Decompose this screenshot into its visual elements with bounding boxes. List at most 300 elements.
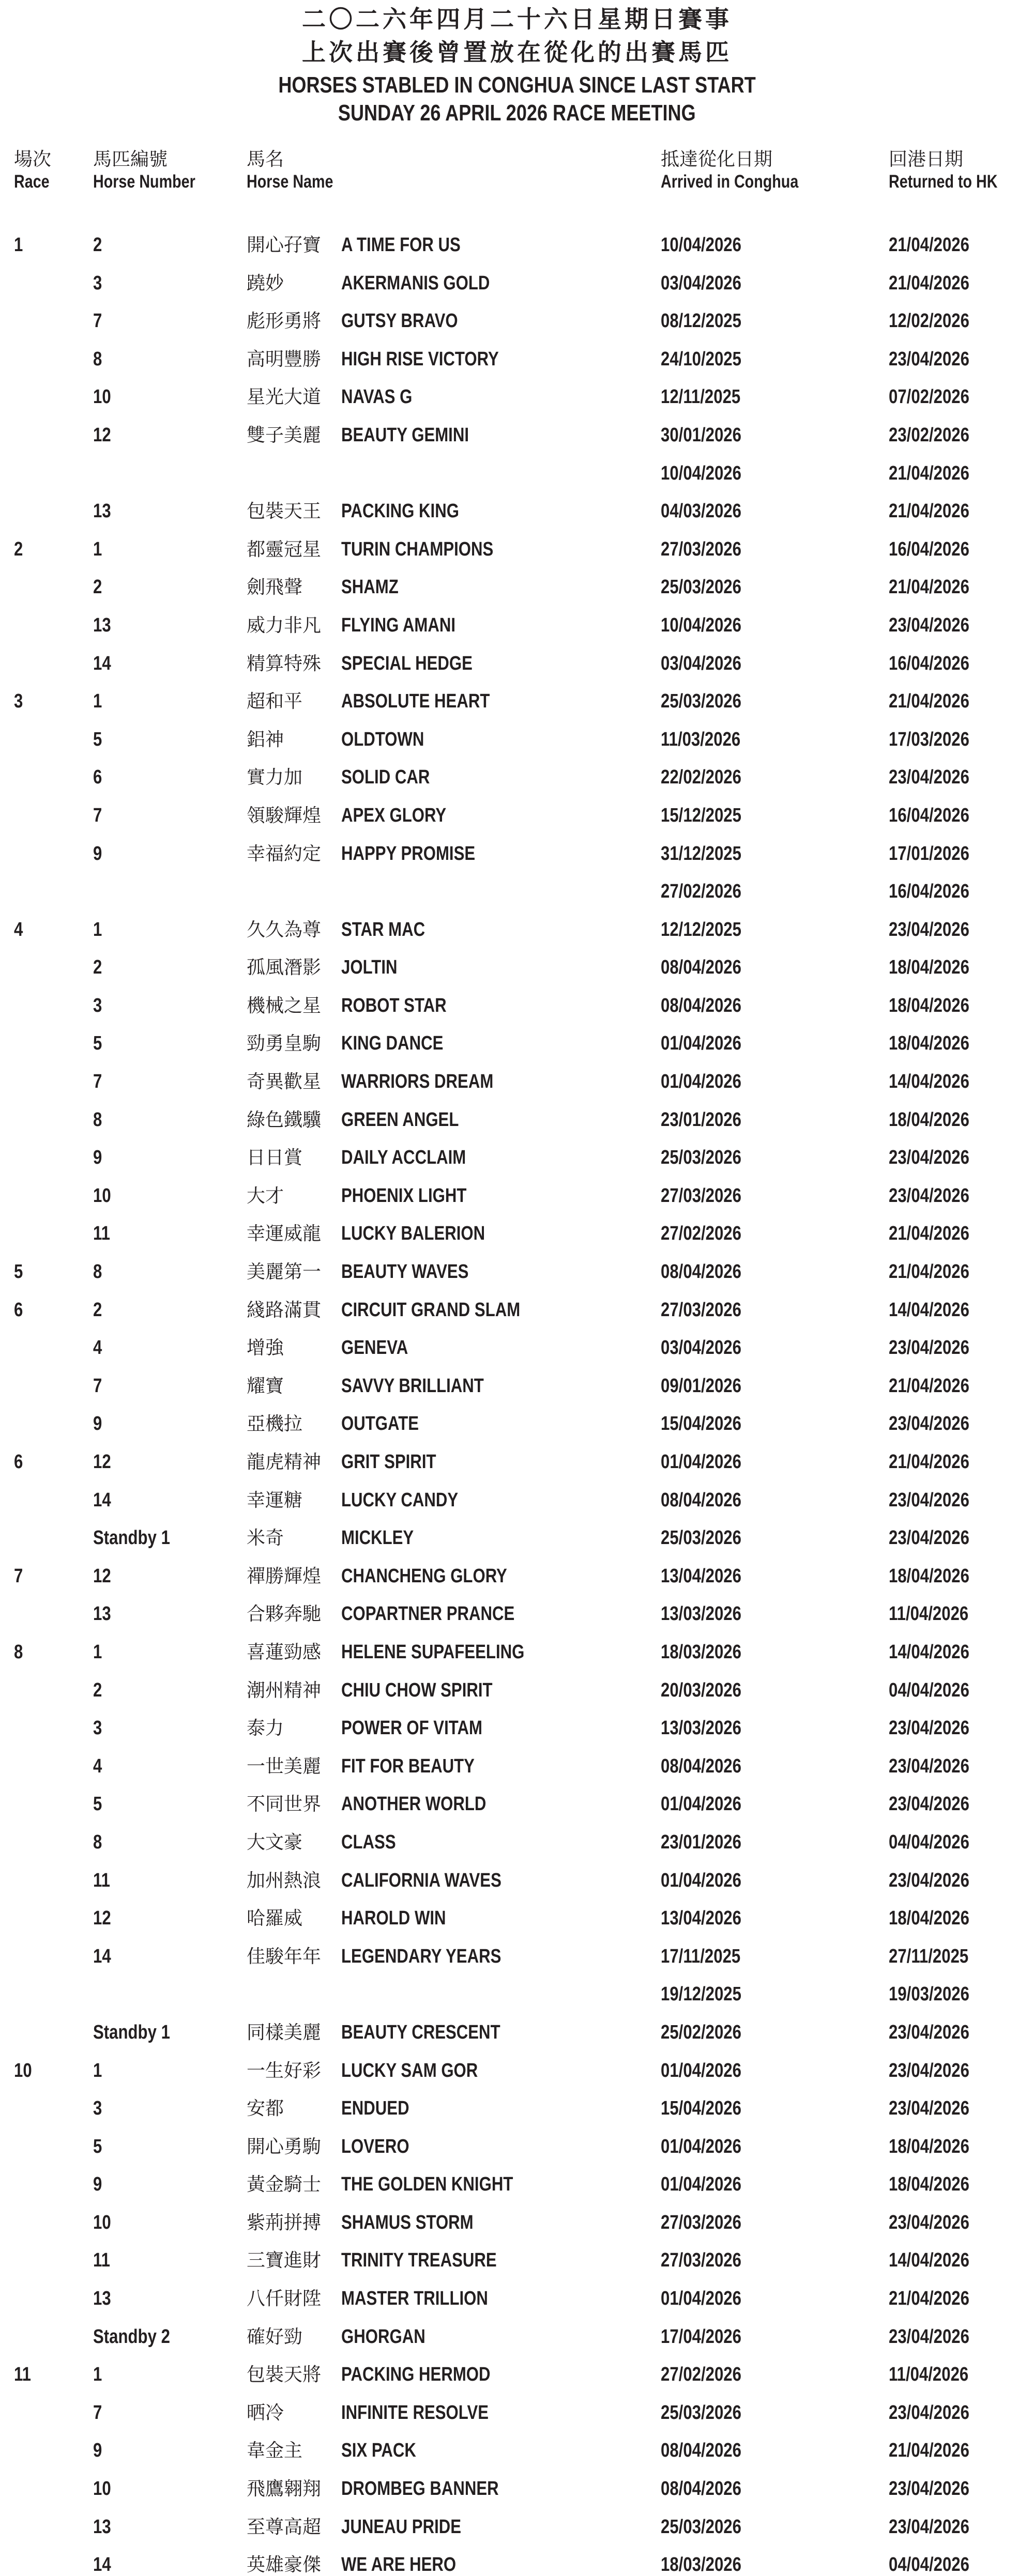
arrived-date-cell: 11/03/2026 xyxy=(661,728,741,750)
table-row xyxy=(0,993,1034,1031)
arrived-date-cell: 17/04/2026 xyxy=(661,2325,741,2348)
arrived-date-cell: 23/01/2026 xyxy=(661,1108,741,1131)
table-row xyxy=(0,1830,1034,1868)
horse-name-en-cell: LOVERO xyxy=(341,2135,409,2157)
arrived-date-cell: 27/03/2026 xyxy=(661,538,741,560)
horse-name-zh-cell: 劍飛聲 xyxy=(247,576,303,598)
horse-name-en-cell: JOLTIN xyxy=(341,957,398,979)
table-row xyxy=(0,1298,1034,1336)
horse-number-cell: 8 xyxy=(93,1261,102,1283)
horse-name-en-cell: GUTSY BRAVO xyxy=(341,310,458,332)
arrived-date-cell: 13/04/2026 xyxy=(661,1907,741,1930)
column-header-race-zh: 場次 xyxy=(14,148,52,169)
horse-number-cell: 11 xyxy=(93,1223,110,1245)
arrived-date-cell: 27/03/2026 xyxy=(661,2249,741,2272)
returned-date-cell: 23/04/2026 xyxy=(889,1793,969,1815)
returned-date-cell: 14/04/2026 xyxy=(889,2249,969,2272)
horse-name-en-cell: SPECIAL HEDGE xyxy=(341,652,473,674)
horse-number-cell: 9 xyxy=(93,1147,102,1169)
horse-name-zh-cell: 領駿輝煌 xyxy=(247,804,322,826)
horse-name-zh-cell: 飛鷹翱翔 xyxy=(247,2478,322,2500)
horse-number-cell: 7 xyxy=(93,804,102,826)
horse-name-zh-cell: 黃金騎士 xyxy=(247,2173,322,2195)
table-row xyxy=(0,727,1034,765)
horse-number-cell: 9 xyxy=(93,2173,102,2196)
table-row xyxy=(0,1792,1034,1830)
table-row xyxy=(0,1335,1034,1374)
race-cell: 7 xyxy=(14,1565,23,1587)
returned-date-cell: 12/02/2026 xyxy=(889,310,969,332)
horse-name-zh-cell: 龍虎精神 xyxy=(247,1451,322,1472)
arrived-date-cell: 31/12/2025 xyxy=(661,842,741,865)
returned-date-cell: 19/03/2026 xyxy=(889,1983,969,2006)
returned-date-cell: 27/11/2025 xyxy=(889,1945,969,1967)
horse-name-zh-cell: 哈羅威 xyxy=(247,1907,303,1929)
arrived-date-cell: 01/04/2026 xyxy=(661,2288,741,2310)
arrived-date-cell: 27/02/2026 xyxy=(661,881,741,903)
arrived-date-cell: 08/04/2026 xyxy=(661,1261,741,1283)
arrived-date-cell: 17/11/2025 xyxy=(661,1945,741,1967)
horse-name-en-cell: GHORGAN xyxy=(341,2325,425,2348)
returned-date-cell: 07/02/2026 xyxy=(889,386,969,408)
table-row xyxy=(0,2515,1034,2553)
returned-date-cell: 23/04/2026 xyxy=(889,2516,969,2538)
table-row xyxy=(0,1374,1034,1412)
returned-date-cell: 21/04/2026 xyxy=(889,234,969,256)
horse-name-en-cell: LUCKY CANDY xyxy=(341,1489,459,1511)
arrived-date-cell: 01/04/2026 xyxy=(661,1032,741,1055)
horse-number-cell: 12 xyxy=(93,1451,111,1473)
returned-date-cell: 21/04/2026 xyxy=(889,1451,969,1473)
horse-name-en-cell: OLDTOWN xyxy=(341,728,424,750)
horse-name-zh-cell: 大才 xyxy=(247,1184,284,1206)
returned-date-cell: 14/04/2026 xyxy=(889,1299,969,1321)
horse-name-en-cell: AKERMANIS GOLD xyxy=(341,272,490,294)
horse-name-zh-cell: 增強 xyxy=(247,1337,284,1359)
arrived-date-cell: 08/04/2026 xyxy=(661,1755,741,1777)
column-header-horse-name-zh: 馬名 xyxy=(247,148,284,169)
horse-name-zh-cell: 同樣美麗 xyxy=(247,2021,322,2043)
arrived-date-cell: 23/01/2026 xyxy=(661,1831,741,1853)
horse-name-en-cell: TRINITY TREASURE xyxy=(341,2249,497,2272)
returned-date-cell: 21/04/2026 xyxy=(889,576,969,598)
table-row xyxy=(0,2210,1034,2248)
table-row xyxy=(0,1640,1034,1678)
horse-name-zh-cell: 鋁神 xyxy=(247,728,284,750)
arrived-date-cell: 03/04/2026 xyxy=(661,1337,741,1359)
horse-number-cell: 3 xyxy=(93,994,102,1016)
horse-name-en-cell: HELENE SUPAFEELING xyxy=(341,1641,525,1663)
horse-number-cell: 13 xyxy=(93,2516,111,2538)
horse-number-cell: 14 xyxy=(93,652,111,674)
horse-name-zh-cell: 高明豐勝 xyxy=(247,348,322,369)
table-row xyxy=(0,651,1034,689)
horse-name-zh-cell: 星光大道 xyxy=(247,386,322,408)
table-row xyxy=(0,1488,1034,1526)
title-english-line2-text: SUNDAY 26 APRIL 2026 RACE MEETING xyxy=(338,100,696,126)
horse-name-en-cell: BEAUTY GEMINI xyxy=(341,424,469,446)
horse-number-cell: Standby 1 xyxy=(93,1527,170,1549)
horse-number-cell: 5 xyxy=(93,2135,102,2157)
horse-name-en-cell: CLASS xyxy=(341,1831,396,1853)
arrived-date-cell: 30/01/2026 xyxy=(661,424,741,446)
returned-date-cell: 18/04/2026 xyxy=(889,957,969,979)
returned-date-cell: 18/04/2026 xyxy=(889,994,969,1016)
returned-date-cell: 18/04/2026 xyxy=(889,1032,969,1055)
column-header-arrived-en: Arrived in Conghua xyxy=(661,172,799,192)
horse-name-zh-cell: 佳駿年年 xyxy=(247,1945,322,1967)
returned-date-cell: 17/01/2026 xyxy=(889,842,969,865)
horse-name-en-cell: HIGH RISE VICTORY xyxy=(341,348,499,370)
horse-name-zh-cell: 包裝天王 xyxy=(247,500,322,522)
table-row xyxy=(0,461,1034,499)
table-row xyxy=(0,575,1034,613)
returned-date-cell: 21/04/2026 xyxy=(889,1375,969,1397)
horse-name-zh-cell: 包裝天將 xyxy=(247,2364,322,2385)
horse-number-cell: 8 xyxy=(93,1108,102,1131)
horse-name-en-cell: ENDUED xyxy=(341,2097,409,2120)
arrived-date-cell: 01/04/2026 xyxy=(661,1793,741,1815)
horse-name-en-cell: PACKING HERMOD xyxy=(341,2364,491,2386)
horse-name-en-cell: THE GOLDEN KNIGHT xyxy=(341,2173,513,2196)
horse-name-zh-cell: 幸運糖 xyxy=(247,1489,303,1510)
horse-name-en-cell: POWER OF VITAM xyxy=(341,1717,482,1739)
horse-name-zh-cell: 亞機拉 xyxy=(247,1413,303,1434)
horse-name-zh-cell: 英雄豪傑 xyxy=(247,2554,322,2575)
table-row xyxy=(0,765,1034,803)
returned-date-cell: 23/04/2026 xyxy=(889,2059,969,2081)
horse-name-zh-cell: 都靈冠星 xyxy=(247,538,322,560)
horse-name-zh-cell: 美麗第一 xyxy=(247,1261,322,1283)
returned-date-cell: 04/04/2026 xyxy=(889,1831,969,1853)
arrived-date-cell: 24/10/2025 xyxy=(661,348,741,370)
table-row xyxy=(0,1982,1034,2020)
horse-number-cell: 3 xyxy=(93,2097,102,2120)
horse-number-cell: 12 xyxy=(93,1907,111,1930)
returned-date-cell: 23/04/2026 xyxy=(889,2211,969,2233)
race-cell: 6 xyxy=(14,1299,23,1321)
horse-number-cell: 13 xyxy=(93,614,111,636)
horse-name-en-cell: FLYING AMANI xyxy=(341,614,456,636)
table-row xyxy=(0,879,1034,917)
returned-date-cell: 21/04/2026 xyxy=(889,500,969,522)
arrived-date-cell: 27/02/2026 xyxy=(661,2364,741,2386)
horse-name-en-cell: LUCKY BALERION xyxy=(341,1223,485,1245)
horse-number-cell: 1 xyxy=(93,2059,102,2081)
horse-name-zh-cell: 喜蓮勁感 xyxy=(247,1641,322,1662)
returned-date-cell: 21/04/2026 xyxy=(889,690,969,713)
horse-name-en-cell: JUNEAU PRIDE xyxy=(341,2516,462,2538)
returned-date-cell: 18/04/2026 xyxy=(889,2135,969,2157)
arrived-date-cell: 01/04/2026 xyxy=(661,1869,741,1891)
arrived-date-cell: 08/04/2026 xyxy=(661,994,741,1016)
table-row xyxy=(0,1449,1034,1488)
horse-name-en-cell: CHANCHENG GLORY xyxy=(341,1565,507,1587)
horse-name-zh-cell: 一世美麗 xyxy=(247,1755,322,1777)
horse-name-zh-cell: 紫荊拼搏 xyxy=(247,2211,322,2233)
horse-number-cell: 13 xyxy=(93,1603,111,1625)
horse-name-zh-cell: 安都 xyxy=(247,2097,284,2119)
horse-number-cell: 7 xyxy=(93,2401,102,2424)
arrived-date-cell: 13/03/2026 xyxy=(661,1603,741,1625)
horse-name-en-cell: LEGENDARY YEARS xyxy=(341,1945,501,1967)
horse-name-zh-cell: 加州熱浪 xyxy=(247,1869,322,1891)
arrived-date-cell: 10/04/2026 xyxy=(661,234,741,256)
table-row xyxy=(0,1601,1034,1640)
horse-name-zh-cell: 威力非凡 xyxy=(247,614,322,636)
returned-date-cell: 23/04/2026 xyxy=(889,2401,969,2424)
title-chinese-line1: 二〇二六年四月二十六日星期日賽事 xyxy=(302,6,732,33)
table-row xyxy=(0,1716,1034,1754)
horse-name-en-cell: MICKLEY xyxy=(341,1527,414,1549)
table-row xyxy=(0,689,1034,727)
arrived-date-cell: 19/12/2025 xyxy=(661,1983,741,2006)
horse-name-en-cell: HAROLD WIN xyxy=(341,1907,446,1930)
arrived-date-cell: 27/02/2026 xyxy=(661,1223,741,1245)
arrived-date-cell: 25/03/2026 xyxy=(661,1527,741,1549)
horse-number-cell: 1 xyxy=(93,538,102,560)
title-english-line1 xyxy=(0,72,1034,98)
column-header-race-en: Race xyxy=(14,172,50,192)
horse-name-zh-cell: 超和平 xyxy=(247,690,303,712)
horse-name-zh-cell: 實力加 xyxy=(247,766,303,788)
horse-name-en-cell: GENEVA xyxy=(341,1337,408,1359)
horse-name-zh-cell: 日日賞 xyxy=(247,1147,303,1168)
returned-date-cell: 16/04/2026 xyxy=(889,804,969,826)
returned-date-cell: 16/04/2026 xyxy=(889,538,969,560)
horse-name-en-cell: SOLID CAR xyxy=(341,766,430,789)
horse-number-cell: 7 xyxy=(93,1071,102,1093)
horse-table xyxy=(0,233,1034,2576)
column-header-returned-en: Returned to HK xyxy=(889,172,998,192)
table-row xyxy=(0,233,1034,271)
horse-number-cell: 14 xyxy=(93,2554,111,2576)
horse-number-cell: 9 xyxy=(93,842,102,865)
table-row xyxy=(0,1145,1034,1183)
horse-number-cell: 7 xyxy=(93,1375,102,1397)
table-row xyxy=(0,1944,1034,1982)
returned-date-cell: 21/04/2026 xyxy=(889,2288,969,2310)
horse-number-cell: 2 xyxy=(93,1299,102,1321)
horse-number-cell: 1 xyxy=(93,918,102,940)
title-english-line2 xyxy=(0,100,1034,126)
horse-name-zh-cell: 米奇 xyxy=(247,1527,284,1549)
table-row xyxy=(0,2058,1034,2096)
horse-name-zh-cell: 綠色鐵驥 xyxy=(247,1108,322,1130)
horse-name-en-cell: ABSOLUTE HEART xyxy=(341,690,490,713)
arrived-date-cell: 13/03/2026 xyxy=(661,1717,741,1739)
race-cell: 8 xyxy=(14,1641,23,1663)
horse-name-zh-cell: 至尊高超 xyxy=(247,2516,322,2537)
horse-name-zh-cell: 開心勇駒 xyxy=(247,2135,322,2157)
column-header-returned-zh: 回港日期 xyxy=(889,148,964,169)
arrived-date-cell: 22/02/2026 xyxy=(661,766,741,789)
horse-name-zh-cell: 大文豪 xyxy=(247,1831,303,1853)
table-row xyxy=(0,423,1034,461)
horse-name-en-cell: APEX GLORY xyxy=(341,804,447,826)
race-cell: 5 xyxy=(14,1261,23,1283)
horse-name-zh-cell: 一生好彩 xyxy=(247,2059,322,2081)
horse-name-en-cell: WE ARE HERO xyxy=(341,2554,457,2576)
race-cell: 1 xyxy=(14,234,23,256)
table-row xyxy=(0,2324,1034,2363)
arrived-date-cell: 01/04/2026 xyxy=(661,2059,741,2081)
arrived-date-cell: 10/04/2026 xyxy=(661,462,741,484)
horse-number-cell: 4 xyxy=(93,1337,102,1359)
returned-date-cell: 23/04/2026 xyxy=(889,1147,969,1169)
horse-name-en-cell: SHAMZ xyxy=(341,576,399,598)
table-row xyxy=(0,308,1034,347)
horse-name-en-cell: CHIU CHOW SPIRIT xyxy=(341,1679,493,1701)
horse-name-zh-cell: 泰力 xyxy=(247,1717,284,1739)
arrived-date-cell: 13/04/2026 xyxy=(661,1565,741,1587)
table-row xyxy=(0,1754,1034,1792)
table-row xyxy=(0,1906,1034,1944)
arrived-date-cell: 09/01/2026 xyxy=(661,1375,741,1397)
arrived-date-cell: 01/04/2026 xyxy=(661,1451,741,1473)
horse-number-cell: 7 xyxy=(93,310,102,332)
horse-name-zh-cell: 幸福約定 xyxy=(247,842,322,864)
horse-name-en-cell: INFINITE RESOLVE xyxy=(341,2401,489,2424)
arrived-date-cell: 01/04/2026 xyxy=(661,2173,741,2196)
arrived-date-cell: 27/03/2026 xyxy=(661,1184,741,1207)
horse-number-cell: 10 xyxy=(93,2478,111,2500)
arrived-date-cell: 15/04/2026 xyxy=(661,2097,741,2120)
table-row xyxy=(0,2400,1034,2439)
horse-name-en-cell: PACKING KING xyxy=(341,500,459,522)
column-header-returned xyxy=(889,148,1022,193)
table-row xyxy=(0,1525,1034,1564)
horse-name-zh-cell: 精算特殊 xyxy=(247,652,322,674)
horse-name-zh-cell: 機械之星 xyxy=(247,994,322,1016)
returned-date-cell: 23/04/2026 xyxy=(889,614,969,636)
horse-number-cell: 1 xyxy=(93,690,102,713)
returned-date-cell: 11/04/2026 xyxy=(889,1603,969,1625)
race-cell: 4 xyxy=(14,918,23,940)
horse-name-zh-cell: 禪勝輝煌 xyxy=(247,1565,322,1586)
returned-date-cell: 23/04/2026 xyxy=(889,1717,969,1739)
horse-name-zh-cell: 雙子美麗 xyxy=(247,424,322,445)
column-header-horse-number-zh: 馬匹編號 xyxy=(93,148,168,169)
returned-date-cell: 18/04/2026 xyxy=(889,1108,969,1131)
returned-date-cell: 04/04/2026 xyxy=(889,1679,969,1701)
arrived-date-cell: 25/03/2026 xyxy=(661,576,741,598)
table-row xyxy=(0,2020,1034,2058)
arrived-date-cell: 04/03/2026 xyxy=(661,500,741,522)
horse-name-zh-cell: 久久為尊 xyxy=(247,918,322,940)
horse-name-zh-cell: 耀寶 xyxy=(247,1375,284,1396)
horse-name-en-cell: TURIN CHAMPIONS xyxy=(341,538,494,560)
horse-name-zh-cell: 不同世界 xyxy=(247,1793,322,1815)
arrived-date-cell: 03/04/2026 xyxy=(661,652,741,674)
returned-date-cell: 23/04/2026 xyxy=(889,2097,969,2120)
table-row xyxy=(0,2552,1034,2576)
returned-date-cell: 23/04/2026 xyxy=(889,1869,969,1891)
horse-name-en-cell: COPARTNER PRANCE xyxy=(341,1603,515,1625)
returned-date-cell: 23/04/2026 xyxy=(889,2021,969,2043)
column-header-race xyxy=(14,148,57,193)
returned-date-cell: 17/03/2026 xyxy=(889,728,969,750)
returned-date-cell: 23/04/2026 xyxy=(889,1755,969,1777)
horse-name-zh-cell: 孤風潛影 xyxy=(247,957,322,978)
table-row xyxy=(0,1564,1034,1602)
horse-name-en-cell: CALIFORNIA WAVES xyxy=(341,1869,501,1891)
returned-date-cell: 23/04/2026 xyxy=(889,2325,969,2348)
returned-date-cell: 23/02/2026 xyxy=(889,424,969,446)
returned-date-cell: 16/04/2026 xyxy=(889,652,969,674)
returned-date-cell: 21/04/2026 xyxy=(889,1261,969,1283)
table-row xyxy=(0,1183,1034,1222)
horse-name-zh-cell: 開心孖寶 xyxy=(247,234,322,255)
horse-name-en-cell: CIRCUIT GRAND SLAM xyxy=(341,1299,521,1321)
horse-name-zh-cell: 潮州精神 xyxy=(247,1679,322,1701)
arrived-date-cell: 08/04/2026 xyxy=(661,957,741,979)
horse-name-en-cell: MASTER TRILLION xyxy=(341,2288,488,2310)
race-cell: 10 xyxy=(14,2059,32,2081)
table-row xyxy=(0,1069,1034,1107)
horse-number-cell: 2 xyxy=(93,1679,102,1701)
horse-number-cell: 11 xyxy=(93,1869,110,1891)
arrived-date-cell: 25/02/2026 xyxy=(661,2021,741,2043)
returned-date-cell: 21/04/2026 xyxy=(889,1223,969,1245)
horse-name-zh-cell: 彪形勇將 xyxy=(247,310,322,332)
race-cell: 11 xyxy=(14,2364,31,2386)
horse-name-en-cell: SIX PACK xyxy=(341,2440,416,2462)
table-row xyxy=(0,1221,1034,1259)
table-row xyxy=(0,2286,1034,2324)
table-row xyxy=(0,2438,1034,2476)
table-row xyxy=(0,537,1034,575)
horse-name-en-cell: GRIT SPIRIT xyxy=(341,1451,436,1473)
column-header-horse-number xyxy=(93,148,218,193)
arrived-date-cell: 18/03/2026 xyxy=(661,1641,741,1663)
horse-number-cell: 1 xyxy=(93,2364,102,2386)
arrived-date-cell: 15/12/2025 xyxy=(661,804,741,826)
table-row xyxy=(0,1411,1034,1449)
column-header-horse-name-en: Horse Name xyxy=(247,172,333,192)
arrived-date-cell: 25/03/2026 xyxy=(661,690,741,713)
horse-name-en-cell: STAR MAC xyxy=(341,918,425,940)
returned-date-cell: 18/04/2026 xyxy=(889,1565,969,1587)
table-row xyxy=(0,2248,1034,2286)
horse-name-zh-cell: 勁勇皇駒 xyxy=(247,1032,322,1054)
horse-name-en-cell: PHOENIX LIGHT xyxy=(341,1184,467,1207)
returned-date-cell: 23/04/2026 xyxy=(889,1489,969,1511)
horse-name-zh-cell: 確好勁 xyxy=(247,2325,303,2347)
horse-name-en-cell: SAVVY BRILLIANT xyxy=(341,1375,484,1397)
arrived-date-cell: 25/03/2026 xyxy=(661,2516,741,2538)
horse-name-en-cell: ROBOT STAR xyxy=(341,994,447,1016)
horse-number-cell: 4 xyxy=(93,1755,102,1777)
horse-number-cell: 13 xyxy=(93,500,111,522)
horse-number-cell: 2 xyxy=(93,957,102,979)
arrived-date-cell: 10/04/2026 xyxy=(661,614,741,636)
arrived-date-cell: 25/03/2026 xyxy=(661,1147,741,1169)
returned-date-cell: 18/04/2026 xyxy=(889,1907,969,1930)
horse-number-cell: 10 xyxy=(93,1184,111,1207)
table-row xyxy=(0,271,1034,309)
horse-number-cell: 9 xyxy=(93,1413,102,1435)
returned-date-cell: 21/04/2026 xyxy=(889,272,969,294)
arrived-date-cell: 12/11/2025 xyxy=(661,386,741,408)
horse-name-en-cell: SHAMUS STORM xyxy=(341,2211,474,2233)
horse-name-zh-cell: 蹺妙 xyxy=(247,272,284,294)
column-header-arrived xyxy=(661,148,829,193)
returned-date-cell: 23/04/2026 xyxy=(889,918,969,940)
returned-date-cell: 04/04/2026 xyxy=(889,2554,969,2576)
horse-number-cell: 12 xyxy=(93,1565,111,1587)
table-row xyxy=(0,2362,1034,2400)
